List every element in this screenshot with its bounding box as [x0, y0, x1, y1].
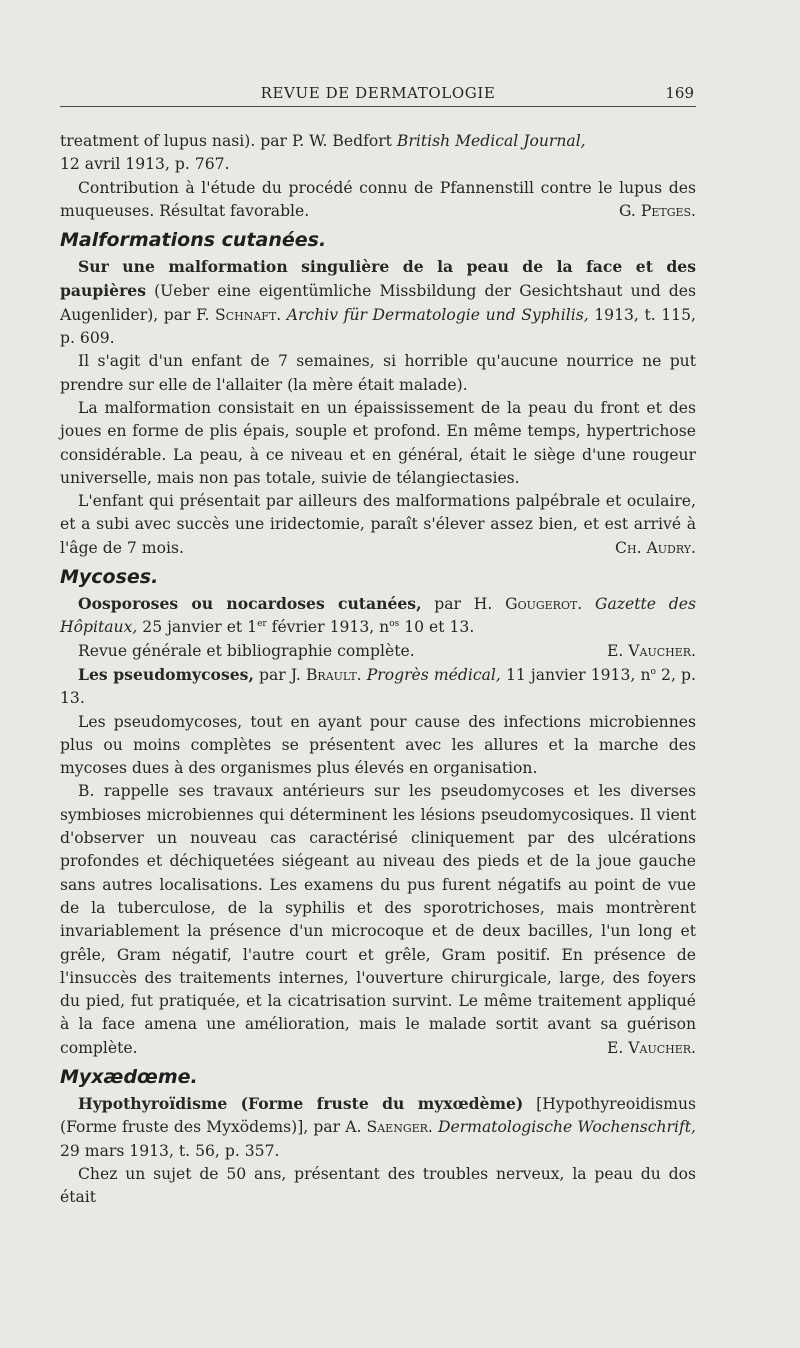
paragraph: La malformation consistait en un épaississement de la peau du front et des joues en forme de plis épais, souple et profond. En même temps, hypertrichose considérable. La peau, à ce niveau et en général, était le siège d'une rougeur universelle, mais non pas totale, suivie de télangiectasies.: [60, 398, 696, 487]
paragraph: Revue générale et bibliographie complète. E. Vaucher.: [60, 640, 696, 663]
article-citation: Oosporoses ou nocardoses cutanées, par H. Gougerot. Gazette des Hôpitaux, 25 janvier et 1er février 1913, $n^{os}$ 10 et 13.: [60, 594, 696, 637]
paragraph: Chez un sujet de 50 ans, présentant des troubles nerveux, la peau du dos était: [60, 1164, 696, 1207]
journal-name: Gazette des Hôpitaux,: [60, 595, 696, 637]
paragraph: L'enfant qui présentait par ailleurs des malformations palpébrale et oculaire, et a subi avec succès une iridectomie, paraît s'élever assez bien, et est arrivé à l'âge de 7 mois. Ch. Audry.: [60, 490, 696, 560]
journal-title: REVUE DE DERMATOLOGIE: [260, 84, 496, 102]
paragraph: Il s'agit d'un enfant de 7 semaines, si horrible qu'aucune nourrice ne put prendre sur elle de l'allaiter (la mère était malade).: [60, 352, 696, 394]
article-title: Les pseudomycoses,: [78, 664, 254, 684]
signature: Ch. Audry.: [615, 538, 696, 557]
paragraph: Les pseudomycoses, tout en ayant pour cause des infections microbiennes plus ou moins complètes se présentent avec les allures et la marche des mycoses dues à des organismes plus élevés en organisation.: [60, 712, 696, 778]
running-header: [60, 84, 696, 107]
entry2-summary: Contribution à l'étude du procédé connu de Pfannenstill contre le lupus des muqueuses. Résultat favorable. G. Petges.: [60, 177, 696, 224]
article-title: Sur une malformation singulière de la peau de la face et des paupières: [60, 257, 696, 301]
paragraph: B. rappelle ses travaux antérieurs sur les pseudomycoses et les diverses symbioses microbiennes qui déterminent les lésions pseudomycosiques. Il vient d'observer un nouveau cas caractérisé cliniquement par des ulcérations profondes et déchiquetées siégeant au niveau des pieds et de la joue gauche sans autres localisations. Les examens du pus furent négatifs au point de vue de la tuberculose, de la syphilis et des sporotrichoses, mais montrèrent invariablement la présence d'un microcoque et de deux bacilles, l'un long et grêle, Gram négatif, l'autre court et grêle, Gram positif. En présence de l'insuccès des traitements internes, l'ouverture chirurgicale, large, des foyers du pied, fut pratiquée, et la cicatrisation survint. Le même traitement appliqué à la face amena une amélioration, mais le malade sortit avant sa guérison complète. E. Vaucher.: [60, 780, 696, 1060]
author-name: Saenger.: [366, 1118, 433, 1137]
author-name: Schnaft.: [215, 305, 282, 324]
entry1-citation: treatment of lupus nasi). par P. W. Bedfort British Medical Journal, 12 avril 1913, p. 767.: [60, 132, 586, 174]
signature: E. Vaucher.: [606, 1038, 696, 1057]
article-title: Hypothyroïdisme (Forme fruste du myxœdème): [78, 1093, 524, 1113]
page-number: 169: [665, 84, 694, 102]
journal-name: Progrès médical,: [361, 665, 501, 684]
article-title: Oosporoses ou nocardoses cutanées,: [78, 594, 422, 614]
journal-name: Archiv für Dermatologie und Syphilis,: [281, 305, 589, 324]
signature: E. Vaucher.: [606, 641, 696, 660]
journal-name: Dermatologische Wochenschrift,: [432, 1118, 696, 1137]
signature: G. Petges.: [619, 201, 696, 220]
journal-name: British Medical Journal,: [396, 132, 586, 150]
section-heading-malformations: Malformations cutanées.: [60, 229, 327, 252]
section-heading-mycoses: Mycoses.: [60, 566, 159, 589]
author-name: Gougerot.: [505, 595, 583, 614]
author-name: Brault.: [305, 665, 362, 684]
article-citation: Sur une malformation singulière de la peau de la face et des paupières (Ueber eine eigentümliche Missbildung der Gesichtshaut und des Augenlider), par F. Schnaft. Archiv für Dermatologie und Syphilis, 1913, t. 115, p. 609.: [60, 257, 696, 348]
body-text: [60, 130, 696, 1209]
section-heading-myxoedeme: Myxædœme.: [60, 1065, 198, 1088]
article-citation: Hypothyroïdisme (Forme fruste du myxœdème) [Hypothyreoidismus (Forme fruste des Myxödems)], par A. Saenger. Dermatologische Wochenschrift, 29 mars 1913, t. 56, p. 357.: [60, 1093, 696, 1160]
article-citation: Les pseudomycoses, par J. Brault. Progrès médical, 11 janvier 1913, $n^o$ 2, p. 13.: [60, 664, 696, 708]
